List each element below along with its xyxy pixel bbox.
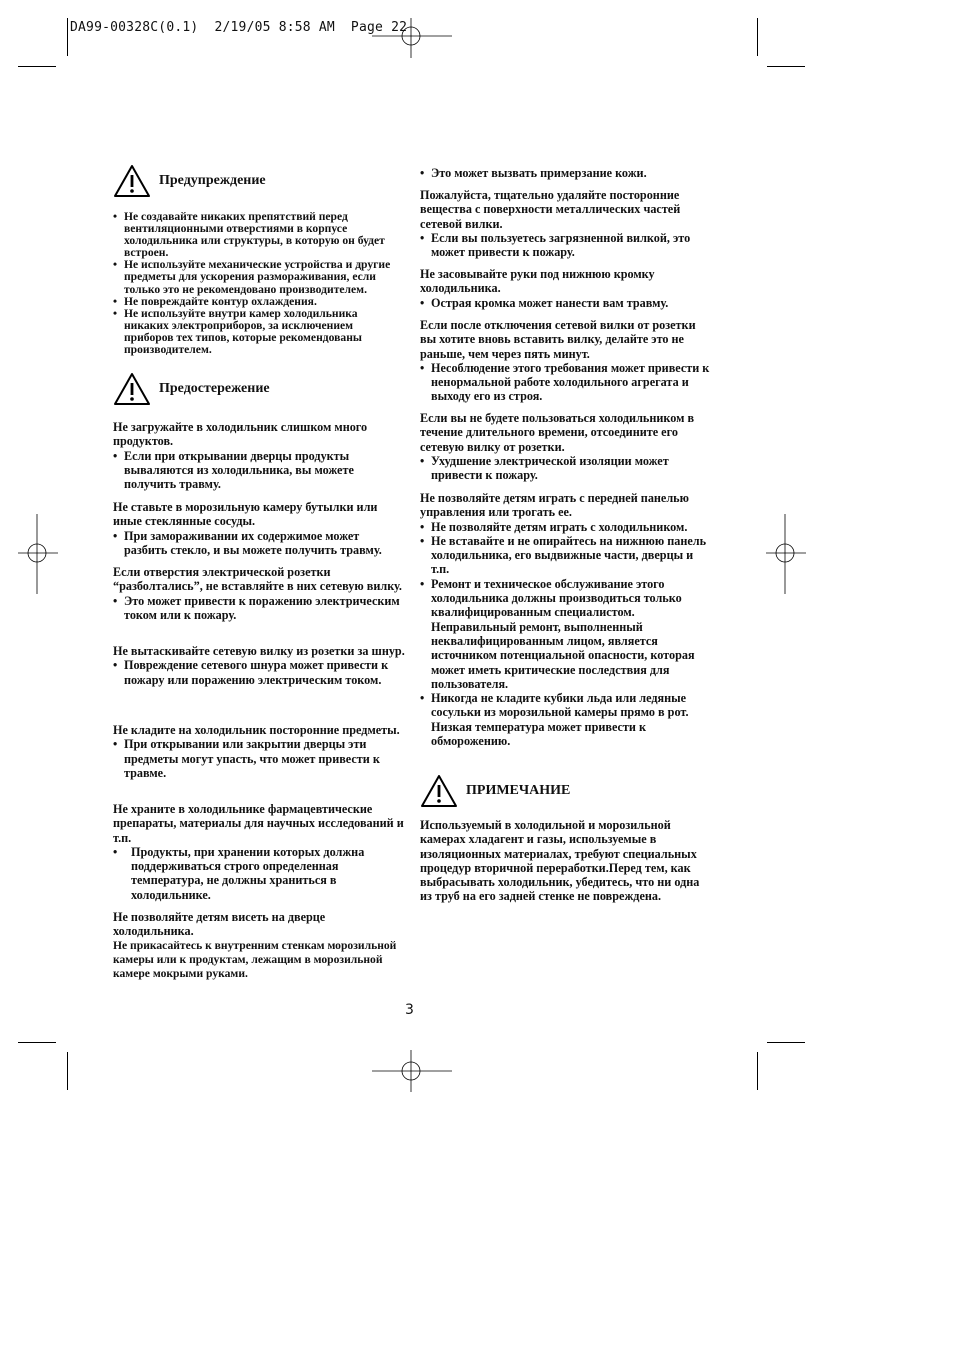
list-item: • Не используйте внутри камер холодильника никаких электроприборов, за исключением приборов тех типов, которые рекомендованы производителем. — [113, 308, 405, 356]
caution-lead: Не кладите на холодильник посторонние предметы. — [113, 723, 400, 737]
crop-mark — [67, 1052, 68, 1090]
warning-list — [113, 211, 405, 356]
crop-mark — [757, 1052, 758, 1090]
list-item: • Несоблюдение этого требования может привести к ненормальной работе холодильного агрегата и выходу его из строя. — [420, 361, 712, 404]
right-lead: Не позволяйте детям играть с передней панелью управления или трогать ее. — [420, 491, 689, 520]
caution-block — [113, 723, 405, 780]
final-lines — [113, 910, 405, 981]
right-block — [420, 411, 712, 482]
caution-heading — [113, 372, 270, 406]
list-item: • Это может вызвать примерзание кожи. — [420, 166, 712, 180]
list-item: • При открывании или закрытии дверцы эти предметы могут упасть, что может привести к травме. — [113, 737, 405, 780]
registration-mark-left — [18, 514, 58, 594]
list-item: • Острая кромка может нанести вам травму. — [420, 296, 712, 310]
final-line: Не прикасайтесь к внутренним стенкам морозильной камеры или к продуктам, лежащим в морозильной камере мокрыми руками. — [113, 938, 397, 981]
list-item: • Не позволяйте детям играть с холодильником. — [420, 520, 712, 534]
page-number: 3 — [405, 1002, 414, 1018]
list-item: • При замораживании их содержимое может разбить стекло, и вы можете получить травму. — [113, 529, 405, 558]
final-line: Не позволяйте детям висеть на дверце холодильника. — [113, 910, 326, 939]
right-block — [420, 318, 712, 404]
caution-triangle-icon — [113, 372, 151, 406]
right-block — [420, 491, 712, 748]
print-header: DA99-00328C(0.1) 2/19/05 8:58 AM Page 22 — [70, 20, 408, 35]
warning-heading-label: Предупреждение — [159, 173, 266, 188]
list-item: • Если вы пользуетесь загрязненной вилкой, это может привести к пожару. — [420, 231, 712, 260]
caution-lead: Не ставьте в морозильную камеру бутылки или иные стеклянные сосуды. — [113, 500, 378, 529]
crop-mark — [18, 1042, 56, 1043]
caution-lead: Не вытаскивайте сетевую вилку из розетки за шнур. — [113, 644, 405, 658]
caution-lead: Не храните в холодильнике фармацевтические препараты, материалы для научных исследований и т.п. — [113, 802, 404, 845]
list-item: • Если при открывании дверцы продукты вываляются из холодильника, вы можете получить травму. — [113, 449, 405, 492]
list-item: • Никогда не кладите кубики льда или ледяные сосульки из морозильной камеры прямо в рот. Низкая температура может привести к обморожению. — [420, 691, 712, 748]
list-item: • Продукты, при хранении которых должна поддерживаться строго определенная температура, не должны храниться в холодильнике. — [113, 845, 405, 902]
note-triangle-icon — [420, 774, 458, 808]
list-item: • Это может привести к поражению электрическим током или к пожару. — [113, 594, 405, 623]
note-paragraph: Используемый в холодильной и морозильной камерах хладагент и газы, используемые в изоляционных материалах, требуют специальных процедур вторичной переработки.Перед тем, как выбрасывать холодильник, убедитесь, что ни одна из труб на его задней стенке не повреждена. — [420, 818, 700, 904]
caution-block — [113, 565, 405, 622]
list-item: • Ремонт и техническое обслуживание этого холодильника должны производиться только квалифицированным специалистом. Неправильный ремонт, выполненный неквалифицированным лицом, является источником потенциальной опасности, которая может иметь критические последствия для пользователя. — [420, 577, 712, 691]
registration-mark-bottom — [372, 1050, 452, 1092]
right-block — [420, 188, 712, 259]
caution-block — [113, 644, 405, 687]
crop-mark — [767, 1042, 805, 1043]
note-heading — [420, 774, 570, 808]
caution-block — [113, 500, 405, 557]
caution-block — [113, 420, 405, 491]
right-lead: Если после отключения сетевой вилки от розетки вы хотите вновь вставить вилку, делайте это не раньше, чем через пять минут. — [420, 318, 696, 361]
note-heading-label: ПРИМЕЧАНИЕ — [466, 783, 571, 798]
warning-triangle-icon — [113, 164, 151, 198]
caution-block — [113, 802, 405, 902]
list-item: • Повреждение сетевого шнура может привести к пожару или поражению электрическим током. — [113, 658, 405, 687]
crop-mark — [757, 18, 758, 56]
crop-mark — [67, 18, 68, 56]
note-text — [420, 818, 712, 904]
list-item: • Не повреждайте контур охлаждения. — [113, 296, 405, 308]
list-item: • Ухудшение электрической изоляции может привести к пожару. — [420, 454, 712, 483]
crop-mark — [767, 66, 805, 67]
list-item: • Не используйте механические устройства и другие предметы для ускорения размораживания, если только это не рекомендовано производителем. — [113, 259, 405, 295]
right-lead: Не засовывайте руки под нижнюю кромку холодильника. — [420, 267, 655, 296]
warning-heading — [113, 164, 266, 198]
list-item: • Не вставайте и не опирайтесь на нижнюю панель холодильника, его выдвижные части, дверцы и т.п. — [420, 534, 712, 577]
caution-heading-label: Предостережение — [159, 381, 270, 396]
right-lead: Пожалуйста, тщательно удаляйте посторонние вещества с поверхности металлических частей сетевой вилки. — [420, 188, 681, 231]
right-block — [420, 267, 712, 310]
registration-mark-right — [766, 514, 806, 594]
list-item: • Не создавайте никаких препятствий перед вентиляционными отверстиями в корпусе холодильника или структуры, в которую он будет встроен. — [113, 211, 405, 259]
caution-lead: Не загружайте в холодильник слишком много продуктов. — [113, 420, 368, 449]
crop-mark — [18, 66, 56, 67]
right-block — [420, 166, 712, 180]
caution-lead: Если отверстия электрической розетки “разболтались”, не вставляйте в них сетевую вилку. — [113, 565, 402, 594]
right-lead: Если вы не будете пользоваться холодильником в течение длительного времени, отсоедините его сетевую вилку от розетки. — [420, 411, 695, 454]
